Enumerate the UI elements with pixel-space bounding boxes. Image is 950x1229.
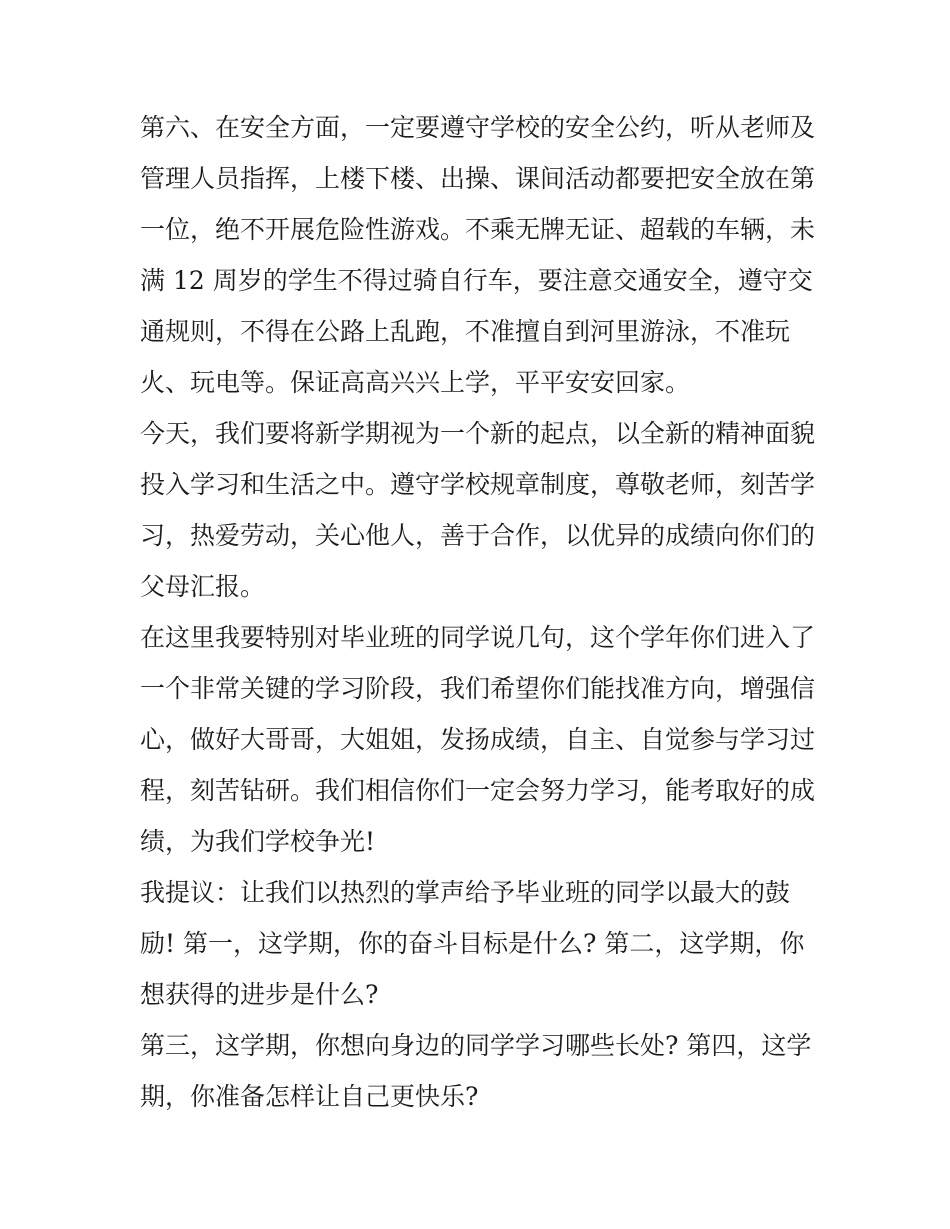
text-line: 一个非常关键的学习阶段，我们希望你们能找准方向，增强信 [140, 674, 816, 703]
text-line: 通规则，不得在公路上乱跑，不准擅自到河里游泳，不准玩 [140, 317, 791, 346]
text-line: 今天，我们要将新学期视为一个新的起点，以全新的精神面貌 [140, 419, 816, 448]
text-line: 想获得的进步是什么? [140, 980, 379, 1009]
text-line: 励! 第一，这学期，你的奋斗目标是什么? 第二，这学期，你 [140, 929, 805, 958]
text-line: 投入学习和生活之中。遵守学校规章制度，尊敬老师，刻苦学 [140, 470, 816, 499]
text-line: 第六、在安全方面，一定要遵守学校的安全公约，听从老师及 [140, 113, 816, 142]
text-line: 期，你准备怎样让自己更快乐? [140, 1082, 479, 1111]
text-line: 火、玩电等。保证高高兴兴上学，平平安安回家。 [140, 368, 691, 397]
text-line: 在这里我要特别对毕业班的同学说几句，这个学年你们进入了 [140, 623, 816, 652]
paragraph-new-semester [140, 408, 816, 612]
text-line: 心，做好大哥哥，大姐姐，发扬成绩，自主、自觉参与学习过 [140, 725, 816, 754]
text-line: 一位，绝不开展危险性游戏。不乘无牌无证、超载的车辆，未 [140, 215, 816, 244]
paragraph-proposal [140, 867, 812, 1020]
text-line: 习，热爱劳动，关心他人，善于合作，以优异的成绩向你们的 [140, 521, 816, 550]
text-line: 管理人员指挥，上楼下楼、出操、课间活动都要把安全放在第 [140, 164, 816, 193]
text-line: 绩，为我们学校争光! [140, 827, 376, 856]
text-line: 程，刻苦钻研。我们相信你们一定会努力学习，能考取好的成 [140, 776, 816, 805]
text-line: 我提议：让我们以热烈的掌声给予毕业班的同学以最大的鼓 [140, 878, 791, 907]
paragraph-questions [140, 1020, 812, 1122]
text-line: 父母汇报。 [140, 572, 266, 601]
paragraph-safety [140, 102, 816, 408]
text-line: 第三，这学期，你想向身边的同学学习哪些长处? 第四，这学 [140, 1031, 812, 1060]
paragraph-graduating-class [140, 612, 816, 867]
document-body [140, 102, 816, 1122]
text-line: 满 12 周岁的学生不得过骑自行车，要注意交通安全，遵守交 [140, 266, 813, 295]
